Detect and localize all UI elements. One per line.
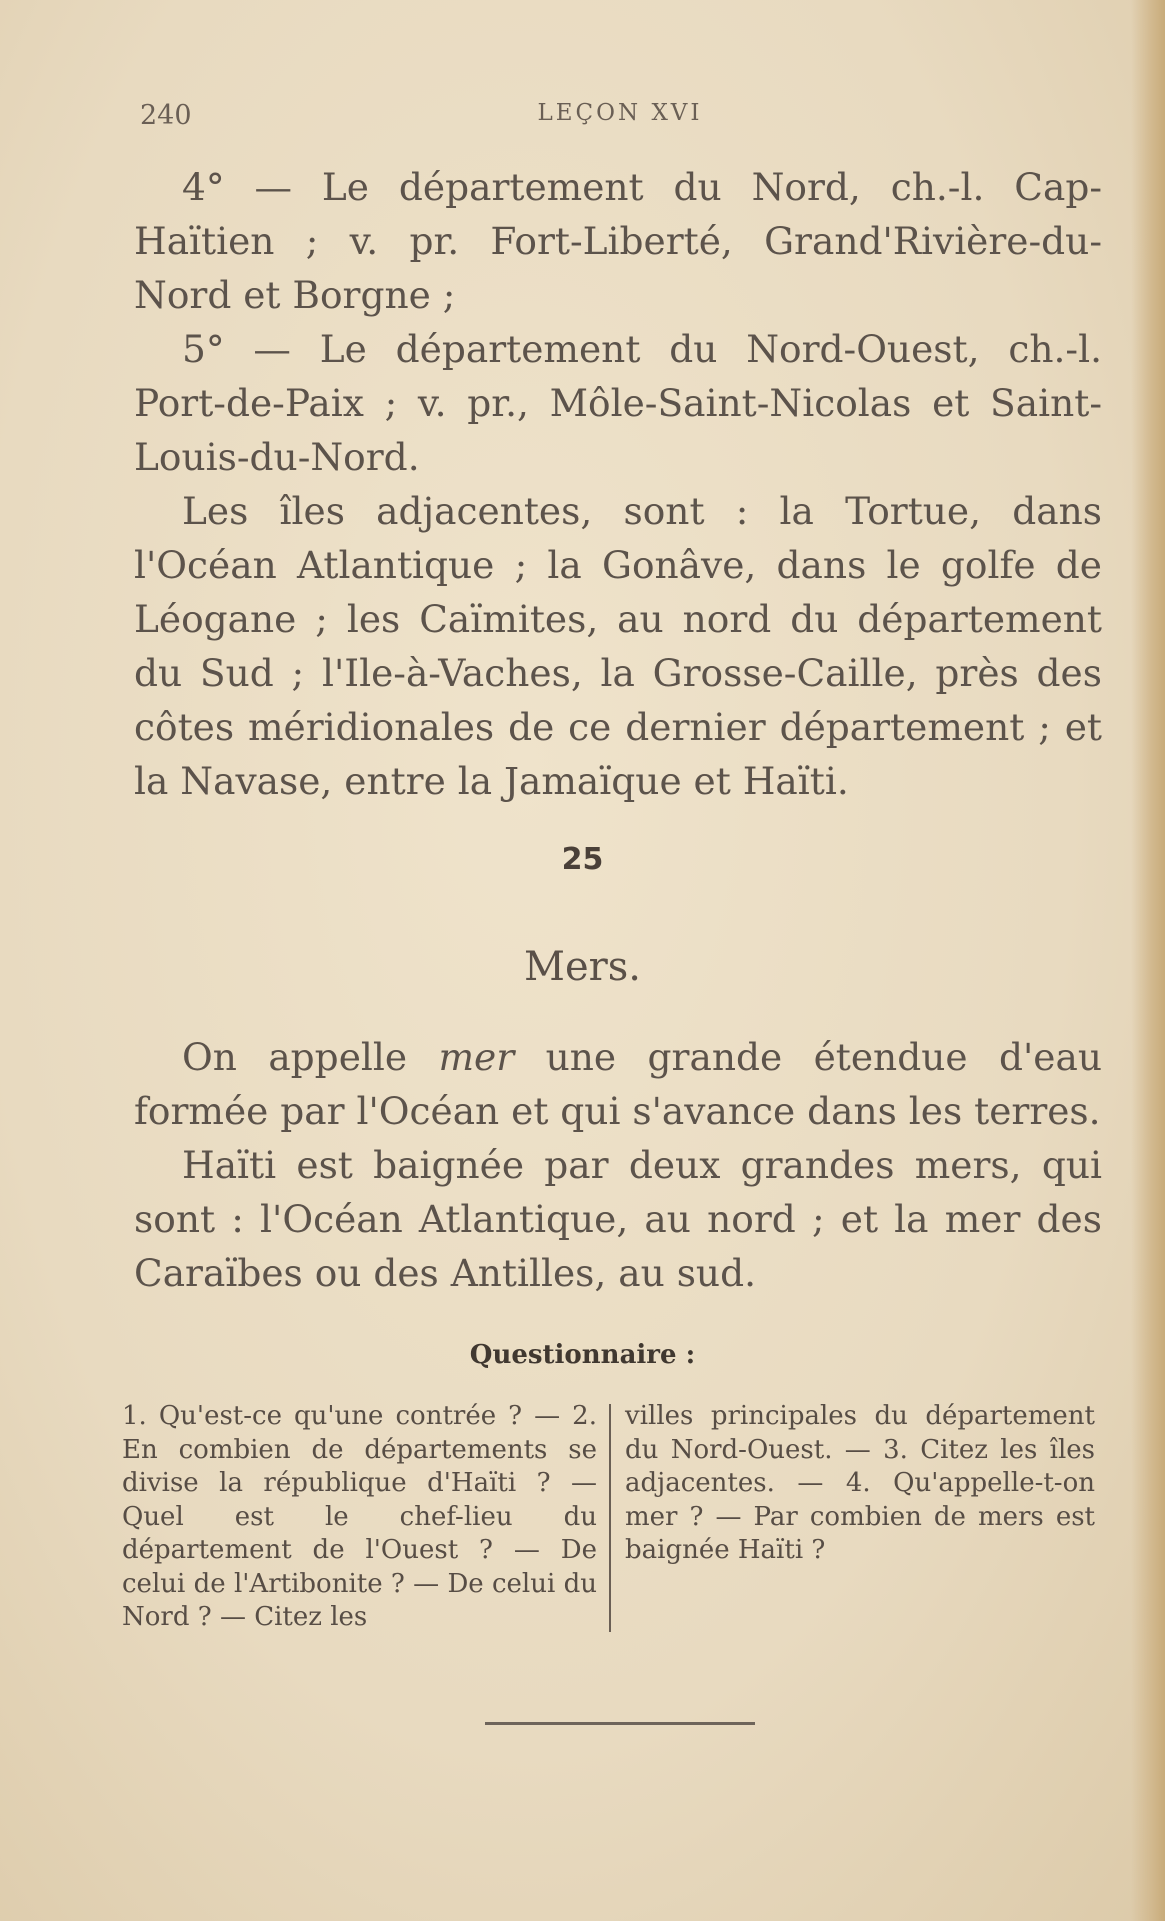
questionnaire-left-column: 1. Qu'est-ce qu'une contrée ? — 2. En combien de départements se divise la république d'Haïti ? — Quel est le chef-lieu du département de l'Ouest ? — De celui de l'Artibonite ? — De celui du Nord ? — Citez les — [122, 1401, 597, 1632]
page-header — [140, 100, 1100, 140]
paragraph-nord: 4° — Le département du Nord, ch.-l. Cap-Haïtien ; v. pr. Fort-Liberté, Grand'Rivière-du-Nord et Borgne ; — [134, 165, 1102, 317]
section-title: Mers. — [524, 944, 641, 990]
section-number: 25 — [561, 842, 604, 877]
paragraph-mers-haiti: Haïti est baignée par deux grandes mers, qui sont : l'Océan Atlantique, au nord ; et la mer des Caraïbes ou des Antilles, au sud. — [134, 1143, 1102, 1295]
paragraph-definition-mer — [134, 1030, 1102, 1138]
body-text — [134, 160, 1102, 808]
definition-rest: une grande étendue d'eau formée par l'Océan et qui s'avance dans les terres. — [134, 1035, 1102, 1133]
page-number: 240 — [140, 100, 192, 131]
definition-term: mer — [438, 1035, 515, 1079]
paragraph-iles-adjacentes: Les îles adjacentes, sont : la Tortue, dans l'Océan Atlantique ; la Gonâve, dans le golfe de Léogane ; les Caïmites, au nord du département du Sud ; l'Ile-à-Vaches, la Grosse-Caille, près des côtes méridionales de ce dernier département ; et la Navase, entre la Jamaïque et Haïti. — [134, 489, 1102, 803]
questionnaire-right-column: villes principales du département du Nord-Ouest. — 3. Citez les îles adjacentes. — 4. Qu'appelle-t-on mer ? — Par combien de mers est baignée Haïti ? — [625, 1401, 1095, 1565]
page-edge-shadow — [1131, 0, 1165, 1921]
paragraph-nord-ouest: 5° — Le département du Nord-Ouest, ch.-l. Port-de-Paix ; v. pr., Môle-Saint-Nicolas et Saint-Louis-du-Nord. — [134, 327, 1102, 479]
definition-lead: On appelle — [182, 1035, 439, 1079]
column-divider — [609, 1404, 611, 1632]
end-rule — [485, 1722, 755, 1725]
running-title: LEÇON XVI — [537, 100, 703, 126]
questionnaire-title: Questionnaire : — [469, 1340, 696, 1370]
section-body — [134, 1030, 1102, 1300]
